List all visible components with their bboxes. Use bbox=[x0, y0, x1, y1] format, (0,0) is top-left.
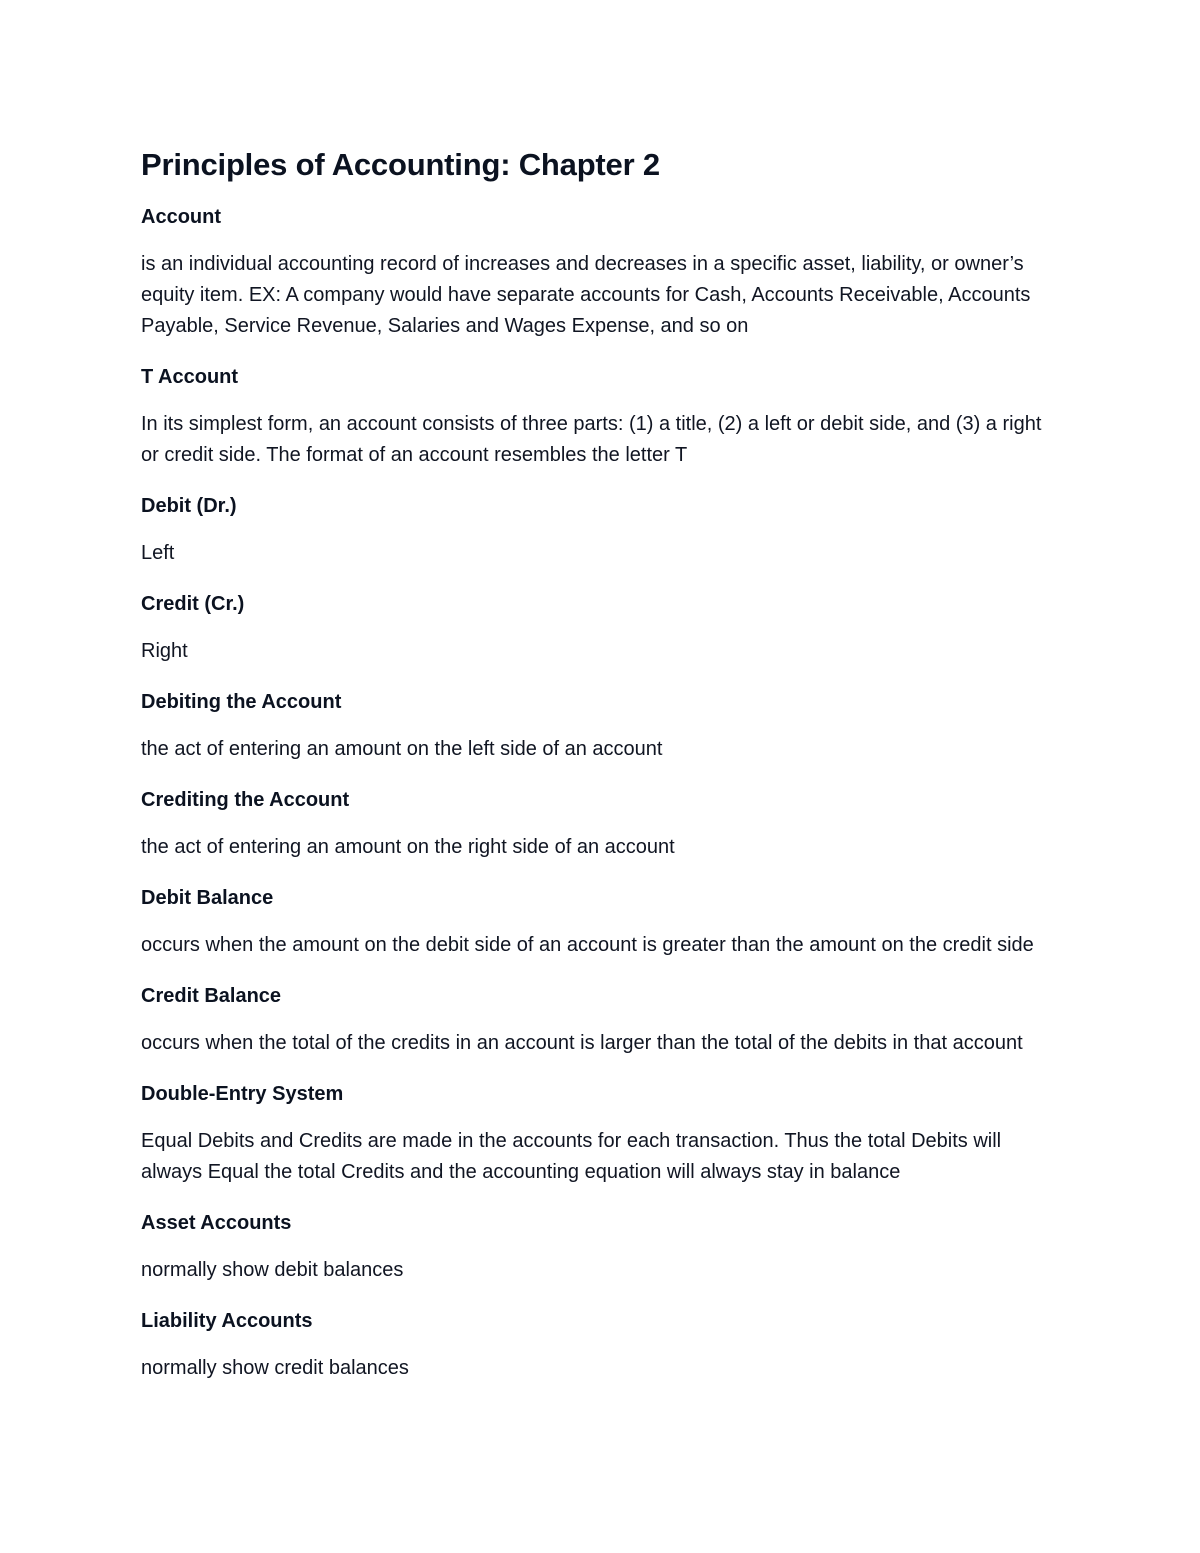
glossary-term: Crediting the Account bbox=[141, 789, 350, 811]
glossary-definition: Right bbox=[141, 640, 188, 662]
glossary-term: Debit (Dr.) bbox=[141, 495, 237, 517]
glossary-term: Credit (Cr.) bbox=[141, 593, 245, 615]
glossary-definition: normally show debit balances bbox=[141, 1259, 404, 1281]
glossary-entry bbox=[141, 1081, 1061, 1188]
glossary-entry bbox=[141, 885, 1061, 961]
glossary-term: Credit Balance bbox=[141, 985, 282, 1007]
glossary-definition: is an individual accounting record of increases and decreases in a specific asset, liability, or owner’s equity item. EX: A company would have separate accounts for Cash, Accounts Receivable, Accounts Payable, Service Revenue, Salaries and Wages Expense, and so on bbox=[141, 253, 1031, 337]
glossary-entry bbox=[141, 787, 1061, 863]
glossary-entry bbox=[141, 493, 1061, 569]
glossary-term: Liability Accounts bbox=[141, 1310, 313, 1332]
glossary-term: T Account bbox=[141, 366, 239, 388]
glossary-term: Asset Accounts bbox=[141, 1212, 292, 1234]
glossary-definition: In its simplest form, an account consists of three parts: (1) a title, (2) a left or debit side, and (3) a right or credit side. The format of an account resembles the letter T bbox=[141, 413, 1042, 466]
glossary-definition: the act of entering an amount on the right side of an account bbox=[141, 836, 675, 858]
glossary-entry bbox=[141, 364, 1061, 471]
glossary-term: Debit Balance bbox=[141, 887, 274, 909]
glossary-entry bbox=[141, 983, 1061, 1059]
glossary-term: Debiting the Account bbox=[141, 691, 342, 713]
glossary-term: Account bbox=[141, 206, 221, 228]
glossary-definition: Equal Debits and Credits are made in the accounts for each transaction. Thus the total Debits will always Equal the total Credits and the accounting equation will always stay in balance bbox=[141, 1130, 1002, 1183]
glossary-definition: Left bbox=[141, 542, 175, 564]
glossary-definition: occurs when the amount on the debit side of an account is greater than the amount on the credit side bbox=[141, 934, 1034, 956]
glossary-entry bbox=[141, 1308, 1061, 1384]
document-body bbox=[141, 146, 1061, 1384]
glossary-term: Double-Entry System bbox=[141, 1083, 344, 1105]
glossary-definition: the act of entering an amount on the left side of an account bbox=[141, 738, 663, 760]
glossary-entry bbox=[141, 1210, 1061, 1286]
glossary-definition: normally show credit balances bbox=[141, 1357, 409, 1379]
page-title: Principles of Accounting: Chapter 2 bbox=[141, 147, 660, 182]
glossary-definition: occurs when the total of the credits in an account is larger than the total of the debits in that account bbox=[141, 1032, 1023, 1054]
glossary-entry bbox=[141, 204, 1061, 342]
glossary-entry bbox=[141, 689, 1061, 765]
glossary-entry bbox=[141, 591, 1061, 667]
